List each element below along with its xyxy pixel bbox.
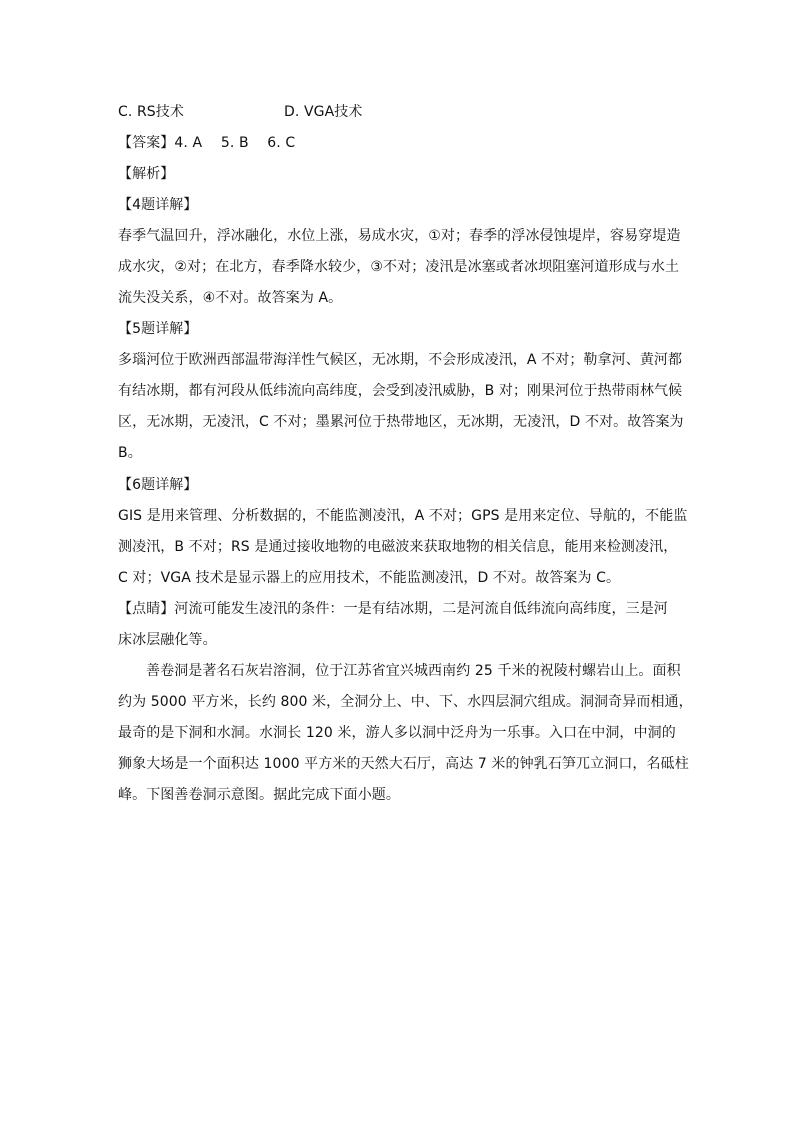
passage-line-2: 约为 5000 平方米，长约 800 米，全洞分上、中、下、水四层洞穴组成。洞洞奇异而相通， bbox=[118, 694, 693, 710]
q6-line-2: 测凌汛，B 不对；RS 是通过接收地物的电磁波来获取地物的相关信息，能用来检测凌汛， bbox=[118, 539, 678, 555]
q6-line-1: GIS 是用来管理、分析数据的，不能监测凌汛，A 不对；GPS 是用来定位、导航的，不能监 bbox=[118, 508, 688, 524]
tip-line-2: 床冰层融化等。 bbox=[118, 632, 217, 648]
q4-line-3: 流失没关系，④不对。故答案为 A。 bbox=[118, 290, 343, 306]
q6-heading: 【6题详解】 bbox=[118, 477, 198, 493]
passage-line-4: 狮象大场是一个面积达 1000 平方米的天然大石厅，高达 7 米的钟乳石笋兀立洞口，名砥柱 bbox=[118, 756, 689, 772]
q5-line-4: B。 bbox=[118, 445, 142, 461]
passage-line-3: 最奇的是下洞和水洞。水洞长 120 米，游人多以洞中泛舟为一乐事。入口在中洞，中洞的 bbox=[118, 725, 676, 741]
q4-line-2: 成水灾，②对；在北方，春季降水较少，③不对；凌汛是冰塞或者冰坝阻塞河道形成与水土 bbox=[118, 259, 680, 275]
answer-line: 【答案】4. A 5. B 6. C bbox=[118, 135, 296, 151]
q5-line-3: 区，无冰期，无凌汛，C 不对；墨累河位于热带地区，无冰期，无凌汛，D 不对。故答案为 bbox=[118, 414, 684, 430]
q4-heading: 【4题详解】 bbox=[118, 197, 198, 213]
q6-line-3: C 对；VGA 技术是显示器上的应用技术，不能监测凌汛，D 不对。故答案为 C。 bbox=[118, 570, 621, 586]
analysis-heading: 【解析】 bbox=[118, 166, 175, 182]
passage-line-5: 峰。下图善卷洞示意图。据此完成下面小题。 bbox=[118, 787, 400, 803]
q5-heading: 【5题详解】 bbox=[118, 321, 198, 337]
option-c: C. RS技术 bbox=[118, 104, 184, 120]
q5-line-1: 多瑙河位于欧洲西部温带海洋性气候区，无冰期，不会形成凌汛，A 不对；勒拿河、黄河都 bbox=[118, 352, 683, 368]
tip-line-1: 【点睛】河流可能发生凌汛的条件：一是有结冰期，二是河流自低纬流向高纬度，三是河 bbox=[118, 601, 668, 617]
q5-line-2: 有结冰期，都有河段从低纬流向高纬度，会受到凌汛威胁，B 对；刚果河位于热带雨林气候 bbox=[118, 383, 683, 399]
option-d: D. VGA技术 bbox=[284, 104, 363, 120]
passage-line-1: 善卷洞是著名石灰岩溶洞，位于江苏省宜兴城西南约 25 千米的祝陵村螺岩山上。面积 bbox=[146, 663, 681, 679]
q4-line-1: 春季气温回升，浮冰融化，水位上涨，易成水灾，①对；春季的浮冰侵蚀堤岸，容易穿堤造 bbox=[118, 228, 681, 244]
